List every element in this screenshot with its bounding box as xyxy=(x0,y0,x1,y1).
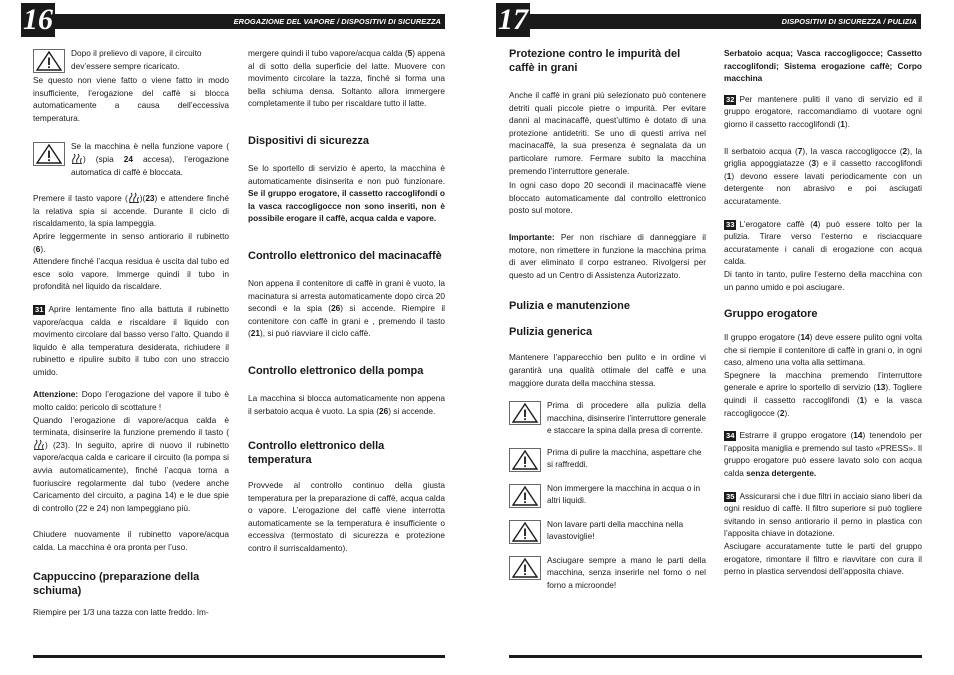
footer-rule-left xyxy=(33,655,445,658)
warning-icon xyxy=(509,484,541,508)
paragraph: Riempire per 1/3 una tazza con latte freddo. Im- xyxy=(33,606,209,617)
step-number-badge: 34 xyxy=(726,431,735,441)
steam-icon xyxy=(33,439,45,450)
text-span: ) si accende. Riempire il contenitore con caffè in grani e , premendo il tasto ( xyxy=(248,303,446,339)
text-span: ). xyxy=(844,118,850,129)
step-34 xyxy=(724,429,922,479)
text-span: mergere quindi il tubo vapore/acqua calda ( xyxy=(248,48,408,58)
heading-safety-devices: Dispositivi di sicurezza xyxy=(248,134,370,147)
warning-icon xyxy=(509,448,541,472)
paragraph-steam-button: Premere il tasto vapore ( )(23) e attendere finché la relativa spia si accende. Durante il ciclo di riscaldamento, la spia lampeggia. Aprire leggermente in senso antiorario il rubinetto (6). Attendere finché l’acqua residua è uscita dal tubo ed esce solo vapore. Immerge quindi il tubo in profondità nel liquido da riscaldare. xyxy=(33,193,229,292)
step-number-badge: 31 xyxy=(35,304,44,314)
attention-label: Attenzione: xyxy=(33,389,79,400)
text-span: Di tanto in tanto, pulire l’esterno della macchina con un panno umido e poi asciugare. xyxy=(724,268,922,292)
heading-grinder-control: Controllo elettronico del macinacaffè xyxy=(248,249,442,262)
text-span: L’erogatore caffè ( xyxy=(739,218,814,229)
text-span: ) si accende. xyxy=(388,405,436,416)
paragraph xyxy=(248,47,445,110)
ref-number: 14 xyxy=(853,430,863,441)
heading-cleaning-maintenance: Pulizia e manutenzione xyxy=(509,300,631,313)
text-span: Non appena il contenitore di caffè in grani è vuoto, la macinatura si arresta automaticamente dopo circa 20 secondi e la spia ( xyxy=(248,277,445,314)
text-span: Per non rischiare di danneggiare il motore, non rimettere in funzione la macchina prima di aver eliminato il corpo estraneo. Rivolgersi per questo ad un Centro di Assistenza Autorizzato. xyxy=(509,231,706,280)
warning-icon xyxy=(509,556,541,580)
text-span: Estrarre il gruppo erogatore ( xyxy=(739,430,854,441)
text-span: ), si può riavviare il ciclo caffè. xyxy=(260,328,371,339)
attention-paragraph: Attenzione: Dopo l’erogazione del vapore il tubo è molto caldo: pericolo di scottature ! Quando l’erogazione di vapore/acqua calda è terminata, disinserire la funzione premendo il tasto () (23). In seguito, aprire di nuovo il rubinetto vapore/acqua calda e caricare il circuito (la pompa si avvia automaticamente), finché l’acqua torna a fuoriuscire regolarmente dal tubo (vedere anche Caricamento del circuito, a pagina 14) e le due spie di controllo (22 e 24) non lampeggiano più. xyxy=(33,389,229,513)
text-span: ) e attendere finché la relativa spia si accende. Durante il ciclo di riscaldamento, la spia lampeggia. xyxy=(33,193,229,229)
text-span: ) deve essere pulito ogni volta che si riempie il contenitore di caffè in grani o, in ogni caso, almeno una volta alla settimana. xyxy=(724,332,922,368)
ref-number: 14 xyxy=(800,332,810,343)
paragraph: In ogni caso dopo 20 secondi il macinacaffè viene bloccato automaticamente dal controllo elettronico posto sul motore. xyxy=(509,180,706,216)
paragraph xyxy=(724,369,922,419)
paragraph: Mantenere l’apparecchio ben pulito e in ordine vi garantirà una qualità ottimale del caffè e una maggiore durata della macchina stessa. xyxy=(509,352,706,388)
left-column-2 xyxy=(248,47,445,555)
step-number-badge: 35 xyxy=(726,491,735,501)
heading-brew-group: Gruppo erogatore xyxy=(724,308,818,321)
warning-text: Non immergere la macchina in acqua o in altri liquidi. xyxy=(547,482,701,506)
ref-number: 21 xyxy=(250,328,260,339)
steam-icon xyxy=(71,153,83,164)
ref-number: 23 xyxy=(145,193,155,204)
paragraph: Chiudere nuovamente il rubinetto vapore/acqua calda. La macchina è ora pronta per l’uso. xyxy=(33,529,229,552)
step-number-badge: 33 xyxy=(726,219,735,229)
text-span: ), la griglia appoggiatazze ( xyxy=(724,145,922,169)
warning-steam-function: Se la macchina è nella funzione vapore () (spia 24 accesa), l’erogazione automatica di caffè è bloccata. xyxy=(33,140,229,178)
warning-text: Se la macchina è nella funzione vapore xyxy=(71,141,223,152)
warning-hand-dry xyxy=(509,554,706,592)
heading-temperature-control: Controllo elettronico della temperatura xyxy=(248,440,385,467)
step-31 xyxy=(33,303,229,379)
text-span: Quando l’erogazione di vapore/acqua calda è terminata, disinserire la funzione premendo il tasto xyxy=(33,414,229,438)
warning-icon xyxy=(33,49,65,73)
important-paragraph xyxy=(509,231,706,281)
paragraph: Se questo non viene fatto o viene fatto in modo insufficiente, l’erogazione del caffè si blocca automaticamente a causa dell’eccessiva temperatura. xyxy=(33,75,229,123)
footer-rule-right xyxy=(509,655,922,658)
text-span: ), la vasca raccogligocce ( xyxy=(802,145,903,156)
page-number-left: 16 xyxy=(23,3,53,36)
ref-number: 4 xyxy=(813,218,818,229)
text-span: ) devono essere lavati periodicamente con un detergente non abrasivo e poi asciugati accuratamente. xyxy=(724,170,922,206)
page-header-left: EROGAZIONE DEL VAPORE / DISPOSITIVI DI SICUREZZA xyxy=(55,14,445,29)
text-span: ) e la vasca raccogligocce ( xyxy=(724,395,922,418)
steam-icon xyxy=(128,192,140,203)
paragraph xyxy=(248,162,445,225)
ref-number: 7 xyxy=(797,145,803,156)
ref-number: 6 xyxy=(35,243,41,254)
warning-no-immersion xyxy=(509,482,706,509)
step-33 xyxy=(724,218,922,294)
text-span: Se lo sportello di servizio è aperto, la macchina è automaticamente disinserita e non può funzionare. xyxy=(248,162,445,186)
step-35 xyxy=(724,490,922,578)
bold-text: senza detergente. xyxy=(746,468,817,479)
text-span: Aprire leggermente in senso antiorario il rubinetto ( xyxy=(33,230,229,254)
bold-text: Se il gruppo erogatore, il cassetto raccoglifondi o la vasca raccogligocce non sono inseriti, non è possibile erogare il caffè, acqua calda e vapore. xyxy=(248,188,445,224)
warning-no-dishwasher xyxy=(509,518,706,545)
warning-text: Prima di procedere alla pulizia della macchina, disinserire l’interruttore generale e staccare la spina dalla presa di corrente. xyxy=(547,400,706,436)
warning-text: Dopo il prelievo di vapore, il circuito dev’essere sempre ricaricato. xyxy=(71,48,202,71)
warning-icon xyxy=(509,520,541,544)
right-column-1 xyxy=(509,47,706,592)
page-number-right: 17 xyxy=(498,3,528,36)
cleaning-parts-list xyxy=(724,47,922,85)
text-span: Assicurarsi che i due filtri in acciaio siano liberi da ogni residuo di caffè. Il filtro superiore si può togliere svitando in senso antiorario il perno in plastica con l’apposita chiave in dotazione. xyxy=(724,490,922,539)
ref-number: 2 xyxy=(779,407,785,418)
paragraph: Provvede al controllo continuo della giusta temperatura per la preparazione di caffè, acqua calda o vapore. L’erogazione del caffè viene interrotta automaticamente se la temperatura è insufficiente o eccessiva (termostato di sicurezza e protezione contro il surriscaldamento). xyxy=(248,480,445,554)
warning-text: Non lavare parti della macchina nella lavastoviglie! xyxy=(547,518,684,542)
text-span: Per mantenere puliti il vano di servizio ed il gruppo erogatore, raccomandiamo di vuotare ogni giorno il cassetto raccoglifondi ( xyxy=(724,93,922,129)
text-span: ). Togliere quindi il cassetto raccoglifondi ( xyxy=(724,382,923,406)
warning-text: (spia xyxy=(95,153,114,164)
warning-icon xyxy=(33,142,65,166)
ref-number: 26 xyxy=(331,303,341,314)
warning-steam-reload xyxy=(33,47,229,74)
text-span: Aprire lentamente fino alla battuta il rubinetto vapore/acqua calda e riscaldare il liquido con movimento circolare dal basso verso l’alto. Quando il liquido è alla temperatura desiderata, richiudere il rubinetto e ripulire subito il tubo con uno straccio umido. xyxy=(33,303,229,377)
ref-number: 26 xyxy=(379,405,389,416)
text-span: La macchina si blocca automaticamente non appena il serbatoio acqua è vuoto. La spia ( xyxy=(248,392,445,416)
ref-number: 24 xyxy=(123,153,133,164)
page-header-right: DISPOSITIVI DI SICUREZZA / PULIZIA xyxy=(530,14,921,29)
text-span: Il gruppo erogatore ( xyxy=(724,332,801,343)
warning-text: Asciugare sempre a mano le parti della macchina, senza inserirle nel forno o nel forno a microonde! xyxy=(547,554,706,591)
text-span: Il serbatoio acqua ( xyxy=(724,145,798,156)
text-span: ) appena al di sotto della superficie del latte. Muovere con movimento circolare la tazza, finché si forma una bella schiuma densa. Soltanto allora immergere completamente il tubo per riscaldare tutto il latte. xyxy=(248,48,445,109)
ref-number: 1 xyxy=(840,118,845,129)
ref-number: 3 xyxy=(811,158,817,169)
warning-unplug xyxy=(509,399,706,437)
heading-impurity-protection: Protezione contro le impurità del caffè in grani xyxy=(509,48,681,74)
text-span: ) può essere tolto per la pulizia. Tirare verso l’esterno e risciacquare accuratamente i canali di erogazione con acqua calda. xyxy=(724,218,922,267)
text-span: Premere il tasto vapore xyxy=(33,193,122,204)
ref-number: 1 xyxy=(726,170,732,181)
paragraph xyxy=(248,392,445,417)
right-column-2 xyxy=(724,47,922,578)
paragraph xyxy=(724,331,922,369)
paragraph xyxy=(248,277,445,340)
heading-cappuccino: Cappuccino (preparazione della schiuma) xyxy=(33,570,200,597)
ref-number: 1 xyxy=(859,395,865,406)
left-column-1 xyxy=(33,47,229,618)
paragraph xyxy=(724,145,922,208)
text-span: Asciugare accuratamente tutte le parti del gruppo erogatore, rimontare il filtro e riavvitare con cura il perno in plastica servendosi dell’apposita chiave. xyxy=(724,541,922,577)
ref-number: 13 xyxy=(876,382,886,393)
heading-general-cleaning: Pulizia generica xyxy=(509,326,593,339)
warning-text: Prima di pulire la macchina, aspettare che si raffreddi. xyxy=(547,446,702,470)
paragraph: Anche il caffè in grani più selezionato può contenere detriti quali piccole pietre o impurità. Per evitare danni al macinacaffè, quest’ultimo è dotato di una protezione antidetriti. Se uno di questi arriva nel macinacaffè, la sua presenza è segnalata da un particolare rumore. Fermare subito la macchina premendo l’interruttore generale. xyxy=(509,90,706,176)
step-number-badge: 32 xyxy=(726,94,735,104)
warning-icon xyxy=(509,401,541,425)
step-32 xyxy=(724,93,922,131)
text-span: Attendere finché l’acqua residua è uscita dal tubo ed esce solo vapore. Immerge quindi il tubo in profondità nel liquido da riscaldare. xyxy=(33,256,229,292)
text-span: ) e il cassetto raccoglifondi ( xyxy=(724,158,923,181)
heading-pump-control: Controllo elettronico della pompa xyxy=(248,364,424,377)
warning-text: accesa), l’erogazione automatica di caffè è bloccata. xyxy=(71,153,229,177)
warning-cool-down xyxy=(509,446,706,473)
text-span: Dopo l’erogazione del vapore il tubo è molto caldo: pericolo di scottature ! xyxy=(33,389,229,413)
text-span: ). xyxy=(784,407,790,418)
important-label: Importante: xyxy=(509,231,555,242)
ref-number: 5 xyxy=(407,48,413,58)
text-span: Spegnere la macchina premendo l’interruttore generale e aprire lo sportello di servizio ( xyxy=(724,369,922,393)
bold-text: Serbatoio acqua; Vasca raccogligocce; Cassetto raccoglifondi; Sistema erogazione caffè; Corpo macchina xyxy=(724,48,922,84)
ref-number: 2 xyxy=(902,145,908,156)
text-span: ). xyxy=(40,243,46,254)
text-span: ) tenendolo per l’apposita maniglia e premendo sul tasto «PRESS». Il gruppo erogatore può essere lavato solo con acqua calda xyxy=(724,430,922,479)
text-span: (23). In seguito, aprire di nuovo il rubinetto vapore/acqua calda e caricare il circuito (la pompa si avvia automaticamente), finché l’acqua torna a fuoriuscire regolarmente dal tubo (vedere anche Caricamento del circuito, a pagina 14) e le due spie di controllo (22 e 24) non lampeggiano più. xyxy=(33,439,229,513)
